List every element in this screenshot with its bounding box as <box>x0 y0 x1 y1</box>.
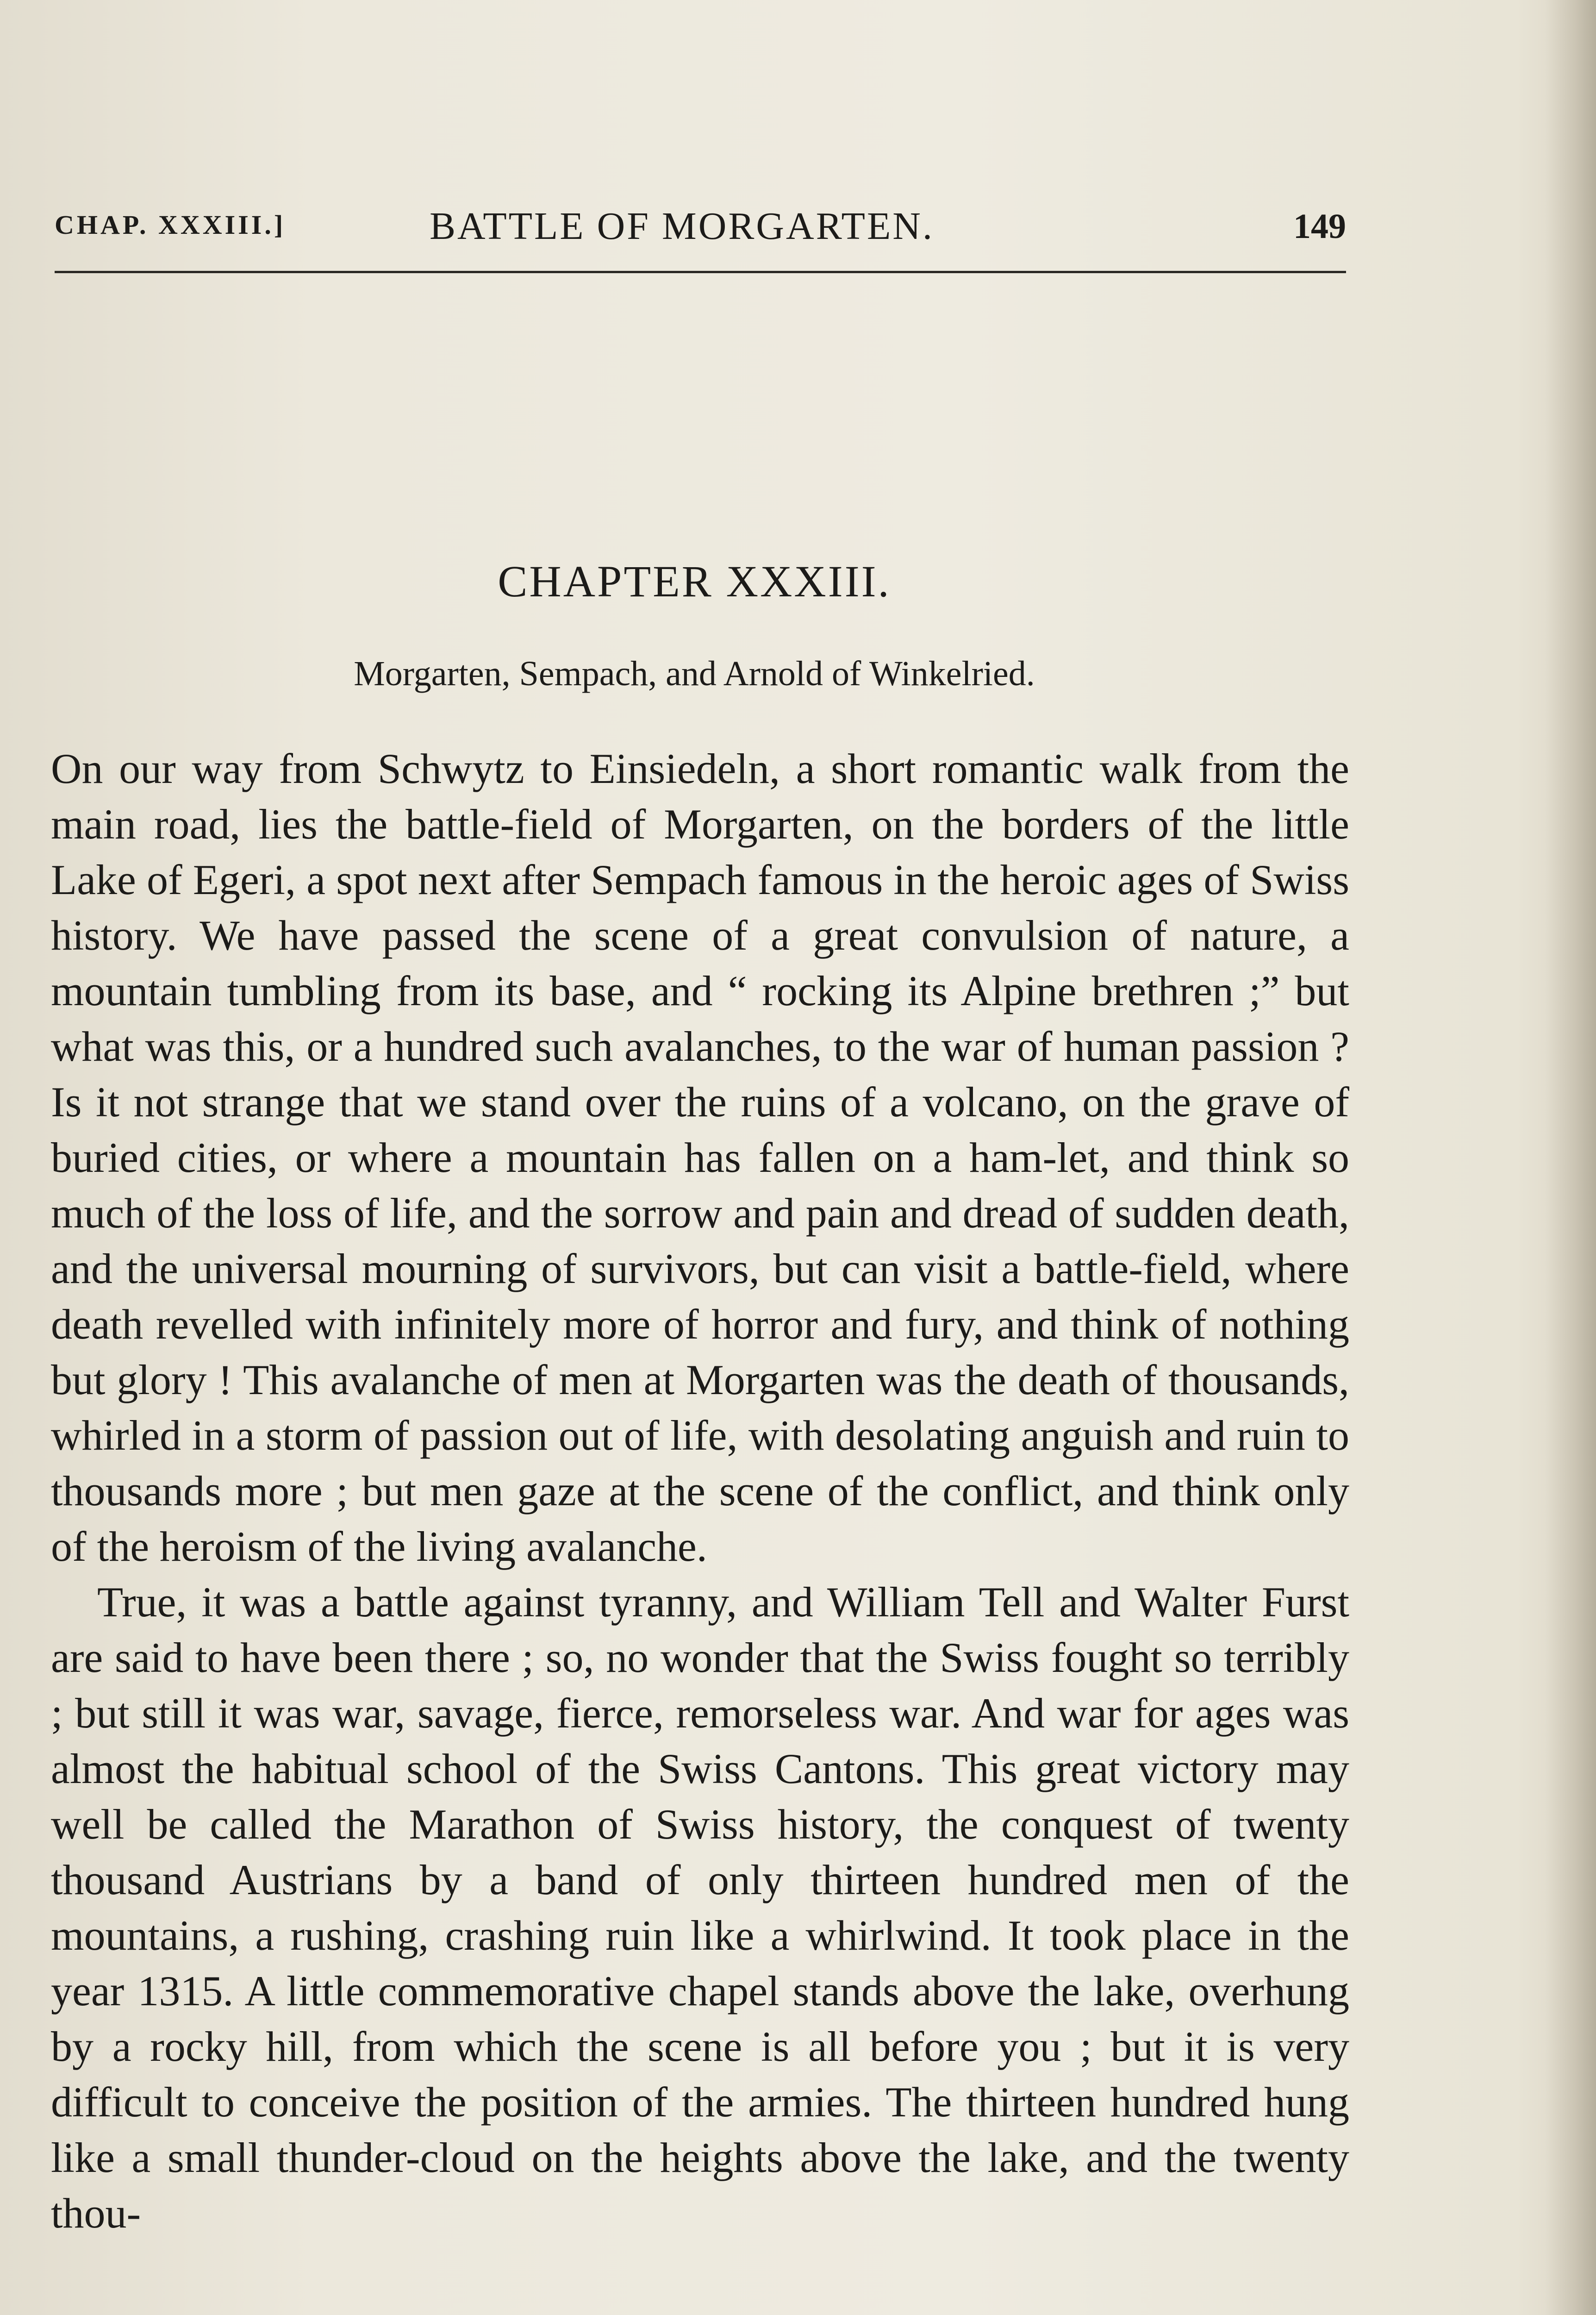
paragraph-2: True, it was a battle against tyranny, and William Tell and Walter Furst are said to have been there ; so, no wonder that the Swiss fought so terribly ; but still it was war, savage, fierce, remorseless war. And war for ages was almost the habitual school of the Swiss Cantons. This great victory may well be called the Marathon of Swiss history, the conquest of twenty thousand Austrians by a band of only thirteen hundred men of the mountains, a rushing, crashing ruin like a whirlwind. It took place in the year 1315. A little commemorative chapel stands above the lake, overhung by a rocky hill, from which the scene is all before you ; but it is very difficult to conceive the position of the armies. The thirteen hundred hung like a small thunder-cloud on the heights above the lake, and the twenty thou- <box>51 1578 1349 2237</box>
page-number: 149 <box>1293 207 1346 246</box>
page-edge-shadow <box>1545 0 1596 2315</box>
header-rule <box>55 271 1346 273</box>
chapter-title: CHAPTER XXXIII. <box>498 557 891 606</box>
chapter-reference: CHAP. XXXIII.] <box>55 210 286 240</box>
paragraph-1: On our way from Schwytz to Einsiedeln, a short romantic walk from the main road, lies the battle-field of Morgarten, on the borders of the little Lake of Egeri, a spot next after Sempach famous in the heroic ages of Swiss history. We have passed the scene of a great convulsion of nature, a mountain tumbling from its base, and “ rocking its Alpine brethren ;” but what was this, or a hundred such avalanches, to the war of human passion ? Is it not strange that we stand over the ruins of a volcano, on the grave of buried cities, or where a mountain has fallen on a ham-let, and think so much of the loss of life, and the sorrow and pain and dread of sudden death, and the universal mourning of survivors, but can visit a battle-field, where death revelled with infinitely more of horror and fury, and think of nothing but glory ! This avalanche of men at Morgarten was the death of thousands, whirled in a storm of passion out of life, with desolating anguish and ruin to thousands more ; but men gaze at the scene of the conflict, and think only of the heroism of the living avalanche. <box>51 745 1349 1570</box>
chapter-subtitle: Morgarten, Sempach, and Arnold of Winkelried. <box>354 654 1035 693</box>
running-title: BATTLE OF MORGARTEN. <box>430 205 934 248</box>
body-text <box>51 741 1349 2241</box>
running-header <box>55 204 1346 248</box>
